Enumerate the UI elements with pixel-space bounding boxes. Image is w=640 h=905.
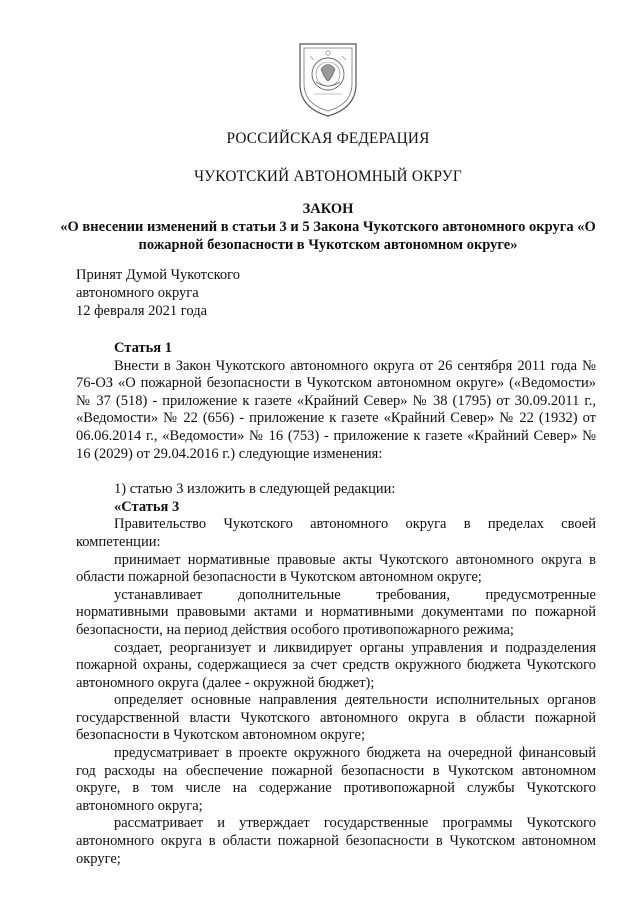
law-title: «О внесении изменений в статьи 3 и 5 Закона Чукотского автономного округа «О пожарной безопасности в Чукотском автономном округе» [60,219,596,253]
paragraph: устанавливает дополнительные требования, предусмотренные нормативными правовыми актами и нормативными документами по пожарной безопасности, на период действия особого противопожарного режима; [76,586,596,638]
adoption-line: Принят Думой Чукотского [76,267,241,283]
paragraph: предусматривает в проекте окружного бюджета на очередной финансовый год расходы на обеспечение пожарной безопасности в Чукотском автономном округе, в том числе на содержание противопожарной службы Чукотского автономного округа; [76,745,596,814]
adoption-block [76,266,240,320]
federation-heading: РОССИЙСКАЯ ФЕДЕРАЦИЯ [226,130,430,147]
adoption-date: 12 февраля 2021 года [76,303,208,319]
paragraph: Внести в Закон Чукотского автономного округа от 26 сентября 2011 года № 76-ОЗ «О пожарной безопасности в Чукотском автономном округе» («Ведомости» № 37 (518) - приложение к газете «Крайний Север» № 38 (1795) от 30.09.2011 г., «Ведомости» № 22 (656) - приложение к газете «Крайний Север» № 22 (1932) от 06.06.2014 г., «Ведомости» № 16 (753) - приложение к газете «Крайний Север» № 16 (2029) от 29.04.2016 г.) следующие изменения: [76,357,596,462]
region-heading: ЧУКОТСКИЙ АВТОНОМНЫЙ ОКРУГ [194,168,462,185]
quoted-article-heading: «Статья 3 [114,498,180,515]
paragraph: принимает нормативные правовые акты Чукотского автономного округа в области пожарной безопасности в Чукотском автономном округе; [76,551,596,586]
article-heading: Статья 1 [114,340,172,356]
paragraph: рассматривает и утверждает государственные программы Чукотского автономного округа в области пожарной безопасности в Чукотском автономном округе; [76,815,596,867]
document-body [76,340,596,868]
paragraph: создает, реорганизует и ликвидирует органы управления и подразделения пожарной охраны, содержащиеся за счет средств окружного бюджета Чукотского автономного округа (далее - окружной бюджет); [76,639,596,691]
paragraph: Правительство Чукотского автономного округа в пределах своей компетенции: [76,516,596,550]
adoption-line: автономного округа [76,285,199,301]
paragraph: определяет основные направления деятельности исполнительных органов государственной власти Чукотского автономного округа в области пожарной безопасности в Чукотском автономном округе; [76,692,596,744]
law-label: ЗАКОН [302,201,354,217]
paragraph: 1) статью 3 изложить в следующей редакции: [114,481,396,498]
coat-of-arms-emblem [294,38,362,120]
